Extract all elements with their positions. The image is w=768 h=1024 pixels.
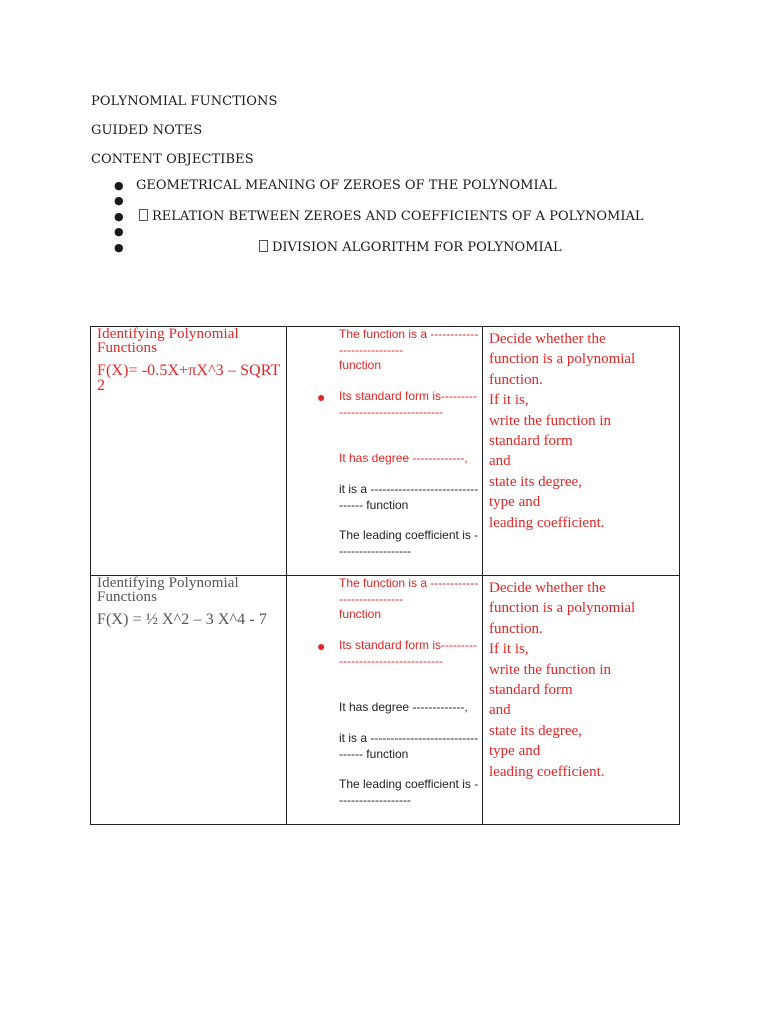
document-subtitle: GUIDED NOTES xyxy=(91,123,203,138)
table-row xyxy=(91,576,680,825)
problem-formula: F(X) = ½ X^2 – 3 X^4 - 7 xyxy=(97,611,267,628)
objective-item xyxy=(0,209,768,224)
standard-form-blank: Its standard form is----------------------------------- xyxy=(339,638,477,668)
function-type-blank: The function is a ---------------------------- function xyxy=(339,576,479,621)
bullet-icon: ● xyxy=(114,225,124,239)
objective-text: DIVISION ALGORITHM FOR POLYNOMIAL xyxy=(272,239,562,255)
instructions-text: Decide whether the function is a polynomial function. If it is, write the function in standard form and state its degree, type and leading coefficient. xyxy=(489,580,636,780)
objective-item xyxy=(0,224,768,239)
instructions-cell xyxy=(483,576,680,825)
degree-blank: It has degree -------------, xyxy=(339,451,468,465)
objective-text: GEOMETRICAL MEANING OF ZEROES OF THE POLYNOMIAL xyxy=(136,178,557,193)
objectives-heading: CONTENT OBJECTIBES xyxy=(91,152,254,167)
problem-title: Identifying Polynomial Functions xyxy=(97,575,239,605)
instructions-text: Decide whether the function is a polynomial function. If it is, write the function in standard form and state its degree, type and leading coefficient. xyxy=(489,331,636,531)
standard-form-blank: Its standard form is----------------------------------- xyxy=(339,389,477,419)
answer-cell xyxy=(287,576,483,825)
type-blank: it is a --------------------------------- function xyxy=(339,482,479,512)
objective-item xyxy=(0,178,768,193)
objective-item xyxy=(0,193,768,208)
bullet-icon: ● xyxy=(114,179,124,192)
leading-coefficient-blank: The leading coefficient is ------------------- xyxy=(339,777,479,807)
degree-blank: It has degree -------------, xyxy=(339,700,468,714)
document-title: POLYNOMIAL FUNCTIONS xyxy=(91,94,278,109)
notes-table xyxy=(90,326,680,825)
problem-title: Identifying Polynomial Functions xyxy=(97,326,239,356)
bullet-icon: ● xyxy=(317,638,326,654)
problem-cell xyxy=(91,327,287,576)
function-type-blank: The function is a ---------------------------- function xyxy=(339,327,479,372)
bullet-icon: ● xyxy=(114,194,124,208)
problem-formula: F(X)= -0.5X+πX^3 – SQRT 2 xyxy=(97,362,281,394)
problem-cell xyxy=(91,576,287,825)
instructions-cell xyxy=(483,327,680,576)
bullet-icon: ● xyxy=(114,209,124,223)
objectives-list xyxy=(0,178,768,255)
type-blank: it is a --------------------------------- function xyxy=(339,731,479,761)
answer-cell xyxy=(287,327,483,576)
missing-glyph-icon xyxy=(259,240,268,252)
table-row xyxy=(91,327,680,576)
bullet-icon: ● xyxy=(114,240,124,254)
bullet-icon: ● xyxy=(317,389,326,405)
leading-coefficient-blank: The leading coefficient is ------------------- xyxy=(339,528,479,558)
missing-glyph-icon xyxy=(139,209,148,221)
objective-item xyxy=(0,240,768,255)
objective-text: RELATION BETWEEN ZEROES AND COEFFICIENTS OF A POLYNOMIAL xyxy=(152,208,644,224)
